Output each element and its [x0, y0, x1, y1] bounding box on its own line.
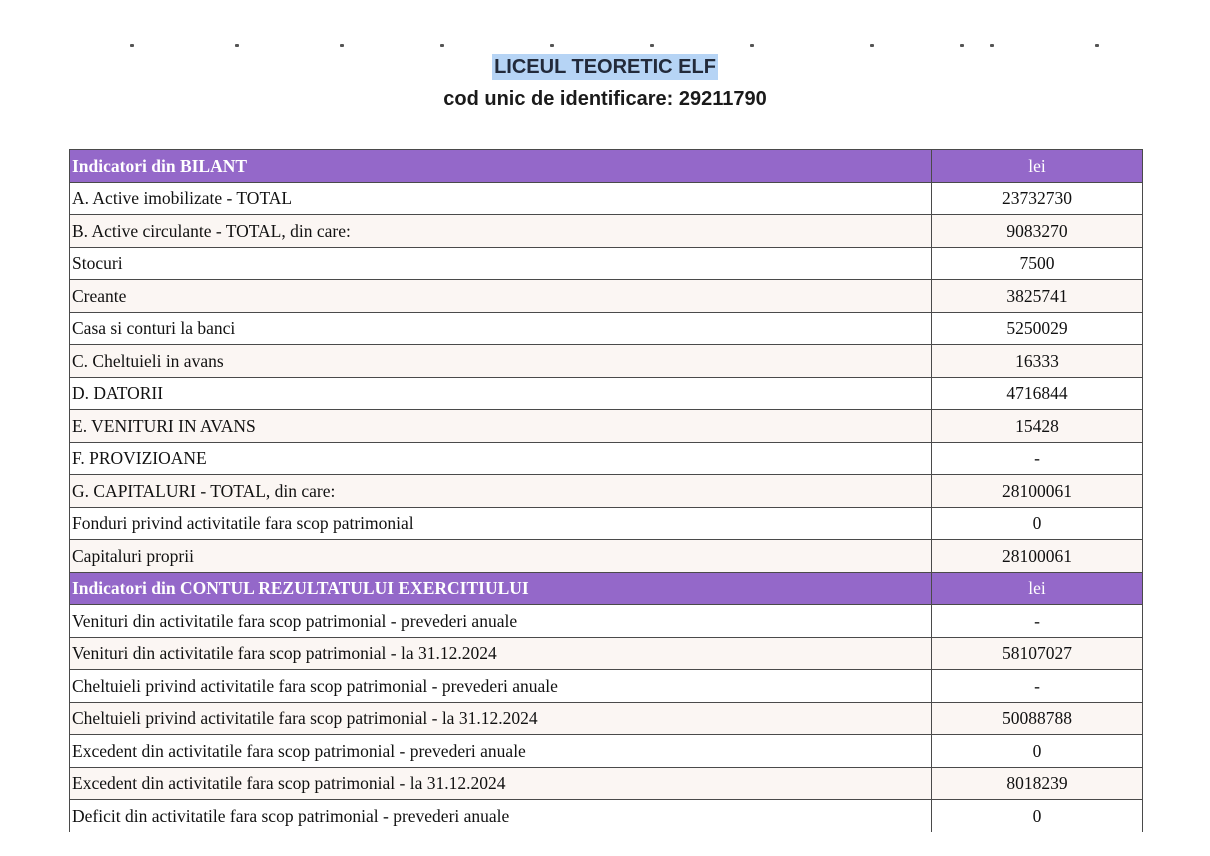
table-row	[70, 475, 1143, 508]
row-value: 9083270	[932, 215, 1143, 248]
row-label: C. Cheltuieli in avans	[70, 345, 932, 378]
row-label: Deficit din activitatile fara scop patrimonial - prevederi anuale	[70, 800, 932, 832]
row-value: -	[932, 442, 1143, 475]
table-row	[70, 442, 1143, 475]
row-label: Creante	[70, 280, 932, 313]
row-value: 16333	[932, 345, 1143, 378]
row-label: Indicatori din BILANT	[70, 150, 932, 183]
section-header-row	[70, 572, 1143, 605]
row-value: 4716844	[932, 377, 1143, 410]
row-value: 58107027	[932, 637, 1143, 670]
financial-indicators-table	[69, 149, 1143, 832]
document-header	[0, 54, 1210, 112]
row-value: -	[932, 670, 1143, 703]
table-row	[70, 702, 1143, 735]
row-value: 15428	[932, 410, 1143, 443]
table-row	[70, 670, 1143, 703]
table-row	[70, 182, 1143, 215]
row-label: G. CAPITALURI - TOTAL, din care:	[70, 475, 932, 508]
table-row	[70, 280, 1143, 313]
row-label: Excedent din activitatile fara scop patrimonial - la 31.12.2024	[70, 767, 932, 800]
row-value: 23732730	[932, 182, 1143, 215]
row-value: 28100061	[932, 540, 1143, 573]
row-label: B. Active circulante - TOTAL, din care:	[70, 215, 932, 248]
row-value: -	[932, 605, 1143, 638]
row-label: Cheltuieli privind activitatile fara scop patrimonial - la 31.12.2024	[70, 702, 932, 735]
table-row	[70, 215, 1143, 248]
row-value: 7500	[932, 247, 1143, 280]
row-value: 5250029	[932, 312, 1143, 345]
row-label: E. VENITURI IN AVANS	[70, 410, 932, 443]
row-value: lei	[932, 572, 1143, 605]
row-value: 0	[932, 800, 1143, 832]
table-row	[70, 735, 1143, 768]
table-row	[70, 507, 1143, 540]
table-row	[70, 410, 1143, 443]
table-row	[70, 540, 1143, 573]
row-value: 8018239	[932, 767, 1143, 800]
table-body	[70, 150, 1143, 832]
row-label: Capitaluri proprii	[70, 540, 932, 573]
school-name[interactable]: LICEUL TEORETIC ELF	[494, 56, 716, 78]
table-row	[70, 637, 1143, 670]
row-value: 50088788	[932, 702, 1143, 735]
table-row	[70, 377, 1143, 410]
row-label: Stocuri	[70, 247, 932, 280]
table-row	[70, 247, 1143, 280]
table-row	[70, 767, 1143, 800]
table-row	[70, 605, 1143, 638]
section-header-row	[70, 150, 1143, 183]
row-value: lei	[932, 150, 1143, 183]
cropped-text-remnant	[130, 44, 1110, 50]
row-value: 0	[932, 507, 1143, 540]
row-label: A. Active imobilizate - TOTAL	[70, 182, 932, 215]
row-label: Venituri din activitatile fara scop patrimonial - prevederi anuale	[70, 605, 932, 638]
row-label: Cheltuieli privind activitatile fara scop patrimonial - prevederi anuale	[70, 670, 932, 703]
row-value: 0	[932, 735, 1143, 768]
row-label: Excedent din activitatile fara scop patrimonial - prevederi anuale	[70, 735, 932, 768]
table-row	[70, 345, 1143, 378]
row-value: 28100061	[932, 475, 1143, 508]
row-label: Fonduri privind activitatile fara scop patrimonial	[70, 507, 932, 540]
row-label: Indicatori din CONTUL REZULTATULUI EXERCITIULUI	[70, 572, 932, 605]
row-value: 3825741	[932, 280, 1143, 313]
table-row	[70, 800, 1143, 832]
row-label: F. PROVIZIOANE	[70, 442, 932, 475]
row-label: Venituri din activitatile fara scop patrimonial - la 31.12.2024	[70, 637, 932, 670]
row-label: Casa si conturi la banci	[70, 312, 932, 345]
row-label: D. DATORII	[70, 377, 932, 410]
unique-identification-code: cod unic de identificare: 29211790	[443, 88, 767, 110]
table-row	[70, 312, 1143, 345]
